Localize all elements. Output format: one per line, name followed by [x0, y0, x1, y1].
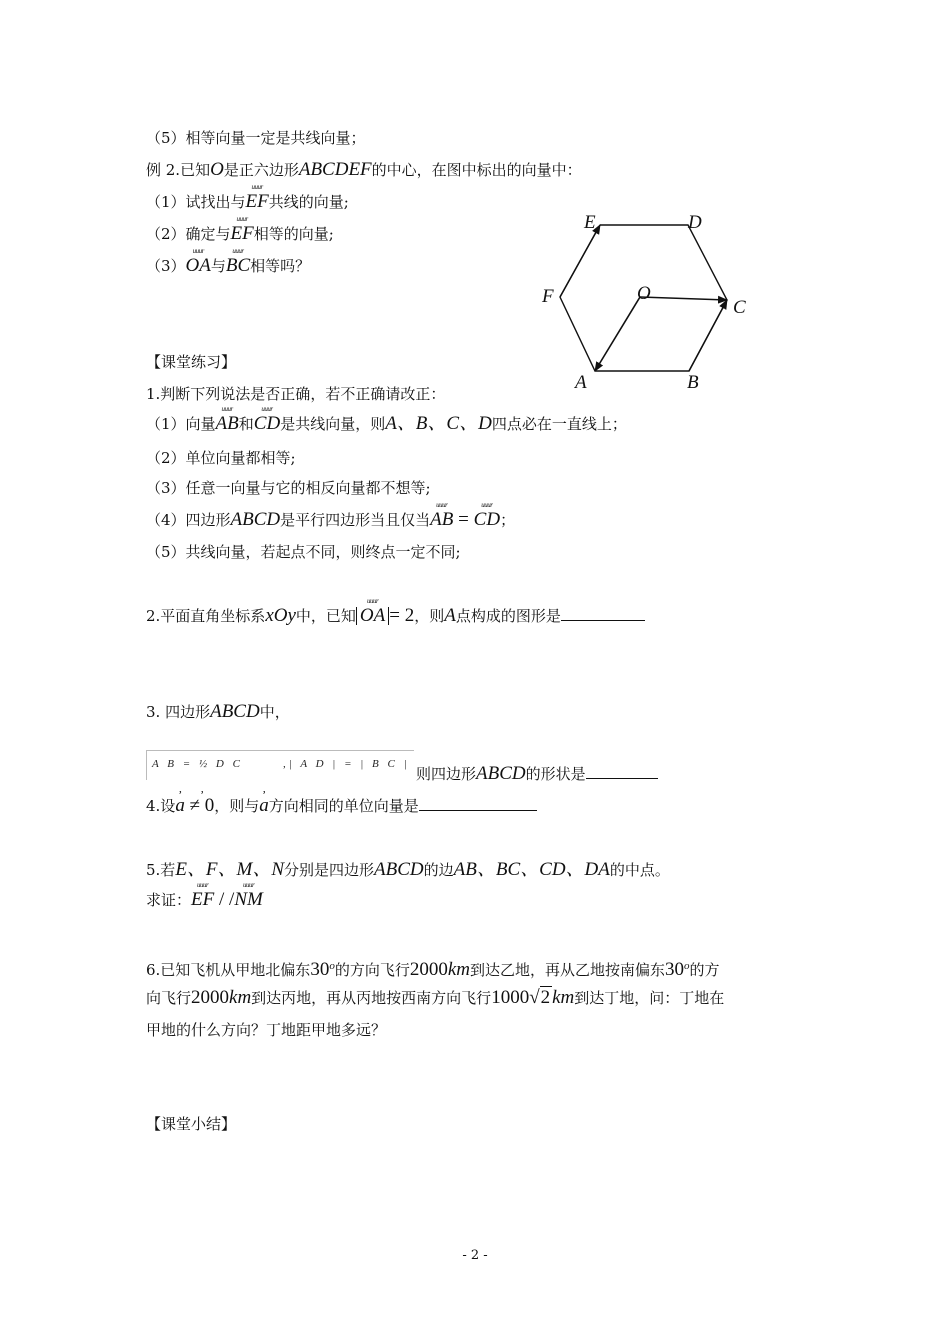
- text: 则四边形: [416, 765, 477, 783]
- answer-blank[interactable]: [586, 764, 658, 779]
- distance-1: 2000: [409, 959, 448, 980]
- text: 的方向飞行: [334, 961, 410, 979]
- text: 到达丁地，问：丁地在: [574, 989, 725, 1007]
- practice-header: 【课堂练习】: [146, 353, 237, 371]
- text: 点构成的图形是: [455, 607, 561, 625]
- label-d: D: [688, 212, 702, 233]
- text: 中，已知: [295, 607, 356, 625]
- practice-q1-title: 1.判断下列说法是否正确，若不正确请改正：: [146, 385, 446, 403]
- label-c: C: [733, 297, 746, 318]
- text: 的形状是: [525, 765, 586, 783]
- magnitude-value: = 2: [389, 605, 415, 626]
- distance-3: 1000: [491, 987, 530, 1008]
- text: 是共线向量，则: [280, 415, 386, 433]
- vector-o-to-a: [595, 297, 640, 371]
- answer-blank[interactable]: [419, 796, 537, 811]
- example-2-q3: [146, 256, 310, 276]
- text: 是正六边形: [223, 161, 299, 179]
- page-number: - 2 -: [462, 1248, 488, 1263]
- practice-q6-line3: 甲地的什么方向？丁地距甲地多远？: [146, 1021, 387, 1039]
- practice-q6-line2: [146, 988, 724, 1008]
- unit-km: km: [552, 987, 575, 1008]
- vector-o-to-c: [640, 297, 727, 300]
- vector-ef: uuur EF: [246, 192, 269, 212]
- sqrt-radicand: 2: [540, 987, 551, 1008]
- practice-q1-s4: [146, 510, 515, 530]
- points: A、B、C、D: [385, 413, 492, 434]
- sides: AB、BC、CD、DA: [453, 859, 610, 880]
- text: 5.若: [146, 861, 176, 879]
- unit-km: km: [447, 959, 470, 980]
- unit-km: km: [229, 987, 252, 1008]
- degree-mark: o: [329, 960, 335, 972]
- text: 分别是四边形: [284, 861, 375, 879]
- vector-oa: uuur OA: [186, 256, 211, 276]
- text: 求证：: [146, 891, 192, 909]
- sqrt-sign: √: [529, 987, 540, 1008]
- practice-q5-prove: [146, 890, 263, 910]
- text: （1）试找出与: [146, 193, 246, 211]
- text: （1）向量: [146, 415, 216, 433]
- vector-f-to-e: [560, 225, 600, 297]
- practice-q2: [146, 606, 645, 626]
- practice-q4: [146, 796, 537, 816]
- text: 相等的向量;: [253, 225, 334, 243]
- practice-q1-s2: （2）单位向量都相等;: [146, 449, 296, 467]
- label-o: O: [637, 283, 651, 304]
- hexagon-figure: [530, 200, 770, 395]
- text: 6.已知飞机从甲地北偏东: [146, 961, 311, 979]
- summary-header: 【课堂小结】: [146, 1115, 237, 1133]
- distance-2: 2000: [191, 987, 230, 1008]
- vector-bc: uuur BC: [226, 256, 250, 276]
- text: 四点必在一直线上；: [491, 415, 627, 433]
- text: 的边: [423, 861, 454, 879]
- text: ，则: [414, 607, 445, 625]
- not-zero: , ≠ 0: [190, 796, 215, 816]
- text: ，则与: [214, 797, 260, 815]
- equals-sign: =: [458, 509, 469, 530]
- text: 4.设: [146, 797, 176, 815]
- answer-blank[interactable]: [561, 606, 645, 621]
- vector-ab: uuur AB: [216, 414, 239, 434]
- text: 相等吗？: [250, 257, 311, 275]
- quad-name: ABCD: [374, 859, 424, 880]
- vector-ef: uuur EF: [191, 890, 214, 910]
- vector-ab: uuur AB: [430, 510, 453, 530]
- text: 到达乙地，再从乙地按南偏东: [470, 961, 666, 979]
- hexagon-name: ABCDEF: [298, 159, 372, 180]
- practice-q6-line1: [146, 956, 720, 980]
- text: 向飞行: [146, 989, 192, 1007]
- example-2-statement: [146, 160, 582, 180]
- text: 共线的向量;: [268, 193, 349, 211]
- quad-name: ABCD: [210, 701, 260, 722]
- angle-2: 30: [665, 959, 685, 980]
- practice-q5: [146, 860, 670, 880]
- quad-name: ABCD: [476, 763, 526, 784]
- point-a: A: [444, 605, 456, 626]
- angle-1: 30: [310, 959, 330, 980]
- text: （4）四边形: [146, 511, 231, 529]
- practice-q1-s5: （5）共线向量，若起点不同，则终点一定不同;: [146, 543, 461, 561]
- vector-ef: uuur EF: [231, 224, 254, 244]
- text: 和: [238, 415, 254, 433]
- practice-q3: [146, 702, 290, 722]
- text: 到达丙地，再从丙地按西南方向飞行: [251, 989, 492, 1007]
- quad-name: ABCD: [230, 509, 281, 530]
- practice-q3-condition: [416, 764, 658, 784]
- coord-system: xOy: [265, 605, 296, 626]
- label-a: A: [575, 372, 587, 393]
- example-2-q2: [146, 224, 334, 244]
- text: 3. 四边形: [146, 703, 211, 721]
- text: 的中心，在图中标出的向量中：: [371, 161, 582, 179]
- label-f: F: [542, 286, 554, 307]
- vector-a: , a: [175, 796, 185, 816]
- text: 的中点。: [609, 861, 670, 879]
- parallel-sign: / /: [219, 889, 235, 910]
- text: 2.平面直角坐标系: [146, 607, 266, 625]
- vector-oa: uuur OA: [360, 606, 385, 626]
- degree-mark: o: [684, 960, 690, 972]
- points: E、F、M、N: [175, 859, 285, 880]
- formula-right: ,| A D | = | B C |: [283, 758, 410, 770]
- practice-q1-s1: [146, 414, 627, 434]
- text: （2）确定与: [146, 225, 231, 243]
- example-2-q1: [146, 192, 349, 212]
- formula-image: [146, 750, 414, 780]
- formula-left: A B = ½ D C: [152, 758, 243, 770]
- vector-cd: uuur CD: [254, 414, 280, 434]
- vector-b-to-c: [689, 300, 727, 371]
- text: 例 2.已知: [146, 161, 211, 179]
- text: 中，: [259, 703, 290, 721]
- practice-q1-s3: （3）任意一向量与它的相反向量都不想等;: [146, 479, 431, 497]
- intro-item-5: （5）相等向量一定是共线向量；: [146, 129, 366, 147]
- text: 方向相同的单位向量是: [268, 797, 419, 815]
- text: 与: [210, 257, 226, 275]
- point-o: O: [210, 159, 224, 180]
- text: （3）: [146, 257, 186, 275]
- label-e: E: [584, 212, 596, 233]
- vector-cd: uuur CD: [474, 510, 500, 530]
- vector-nm: uuur NM: [234, 890, 263, 910]
- text: 是平行四边形当且仅当: [280, 511, 431, 529]
- label-b: B: [687, 372, 699, 393]
- vector-a: , a: [259, 796, 269, 816]
- text: 的方: [689, 961, 720, 979]
- text: ；: [500, 511, 516, 529]
